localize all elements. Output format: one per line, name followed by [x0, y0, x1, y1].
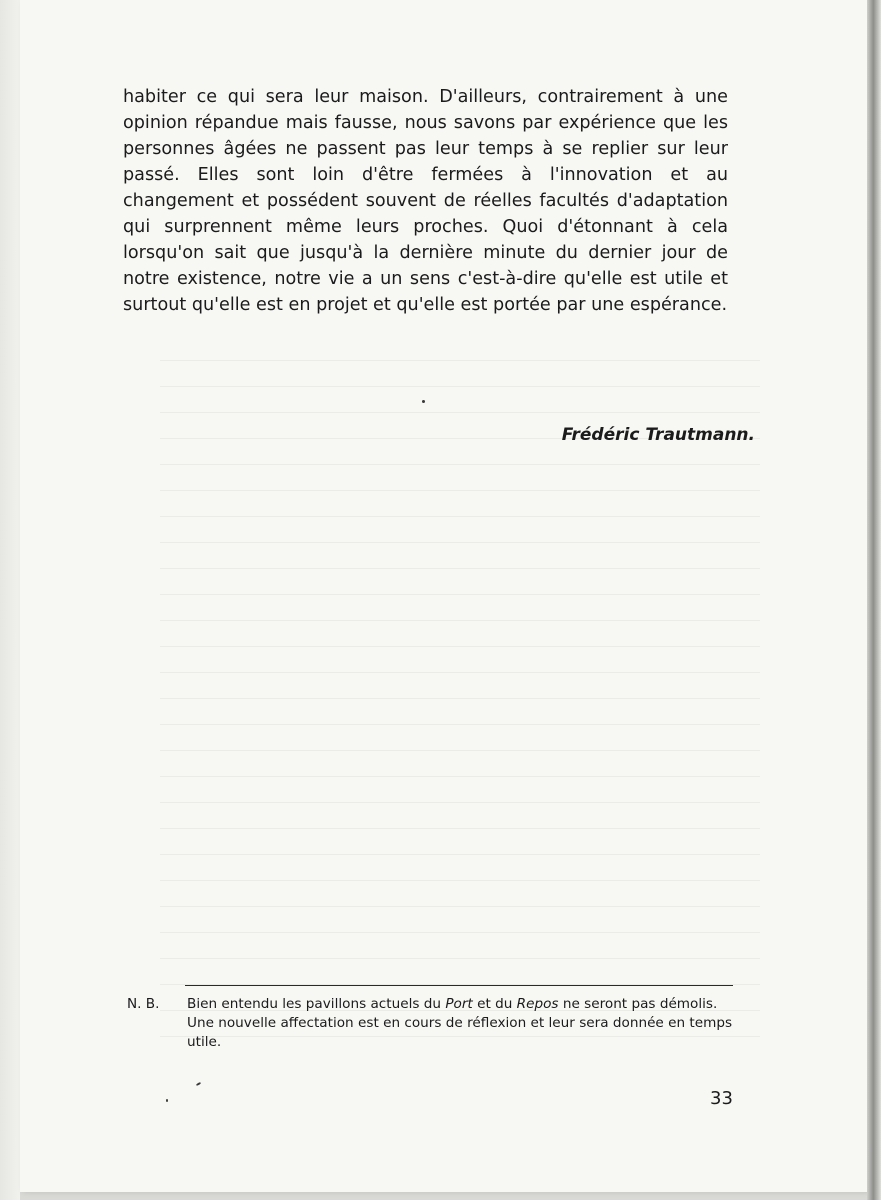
page-left-edge	[0, 0, 20, 1200]
page-number: 33	[710, 1088, 733, 1109]
footnote-text-part-2: et du	[472, 996, 517, 1012]
footnote-text-part-3: ne seront pas démolis. Une nouvelle affectation est en cours de réflexion et leur sera donnée en temps utile.	[187, 996, 733, 1050]
body-paragraph: habiter ce qui sera leur maison. D'ailleurs, contrairement à une opinion répandue mais fausse, nous savons par expérience que les personnes âgées ne passent pas leur temps à se replier sur leur passé. Elles sont loin d'être fermées à l'innovation et au changement et possédent souvent de réelles facultés d'adaptation qui surprennent même leurs proches. Quoi d'étonnant à cela lorsqu'on sait que jusqu'à la dernière minute du dernier jour de notre existence, notre vie a un sens c'est-à-dire qu'elle est utile et surtout qu'elle est en projet et qu'elle est portée par une espérance.	[123, 87, 728, 315]
footnote-text	[187, 995, 735, 1052]
footnote-repos-italic: Repos	[516, 996, 559, 1012]
footnote-text-part-1: Bien entendu les pavillons actuels du	[187, 996, 446, 1012]
scan-speck	[166, 1099, 168, 1102]
footnote-port-italic: Port	[445, 996, 473, 1012]
bleed-through-shadow	[160, 360, 760, 1060]
author-signature: Frédéric Trautmann.	[561, 425, 755, 445]
page-right-edge	[867, 0, 881, 1200]
footnote-divider	[185, 985, 733, 986]
scan-speck	[422, 400, 425, 403]
footnote-marker: N. B.	[127, 996, 160, 1012]
